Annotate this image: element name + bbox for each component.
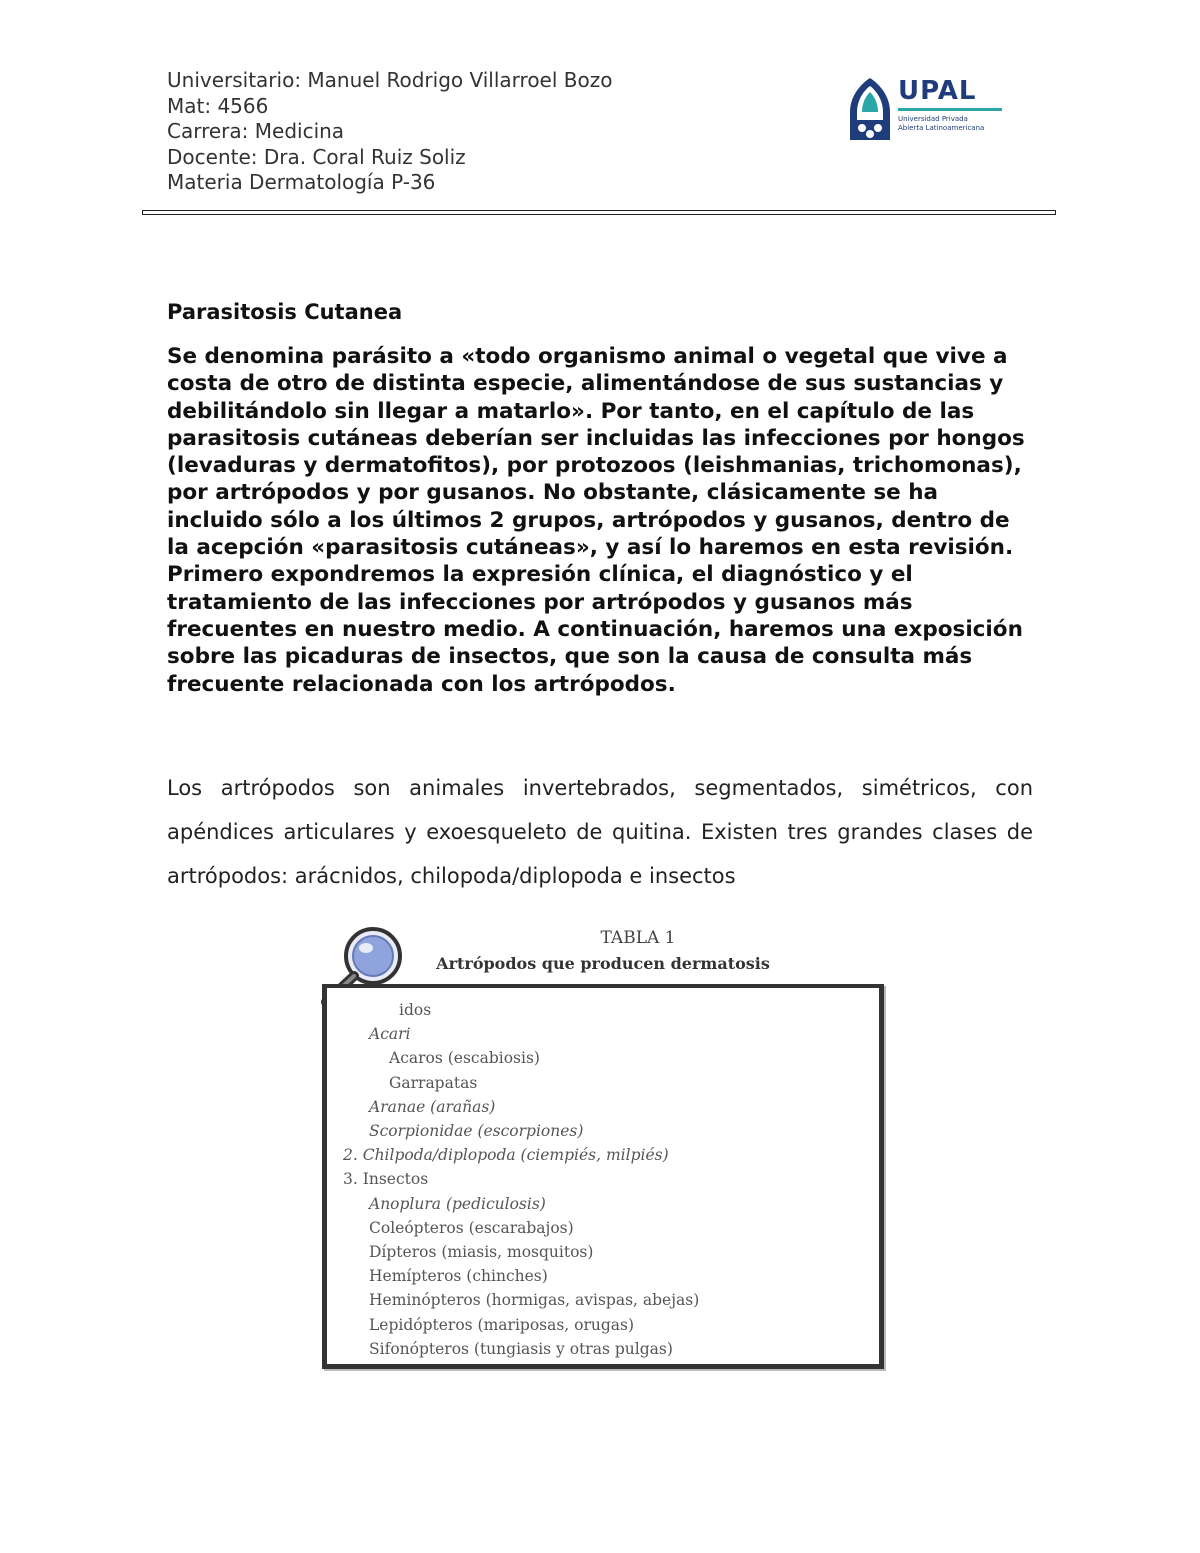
list-item: Acari bbox=[369, 1025, 411, 1044]
intro-paragraph: Se denomina parásito a «todo organismo animal o vegetal que vive a costa de otro de distinta especie, alimentándose de sus sustancias y debilitándolo sin llegar a matarlo». Por tanto, en el capítulo de las parasitosis cutáneas deberían ser incluidas las infecciones por hongos (levaduras y dermatofitos), por protozoos (leishmanias, trichomonas), por artrópodos y por gusanos. No obstante, clásicamente se ha incluido sólo a los últimos 2 grupos, artrópodos y gusanos, dentro de la acepción «parasitosis cutáneas», y así lo haremos en esta revisión. Primero expondremos la expresión clínica, el diagnóstico y el tratamiento de las infecciones por artrópodos y gusanos más frecuentes en nuestro medio. A continuación, haremos una exposición sobre las picaduras de insectos, que son la causa de consulta más frecuente relacionada con los artrópodos. bbox=[167, 344, 1025, 697]
table-figure bbox=[318, 920, 884, 1370]
list-item: Acaros (escabiosis) bbox=[389, 1049, 540, 1068]
upal-emblem-icon bbox=[848, 76, 892, 142]
list-item: 2. Chilpoda/diplopoda (ciempiés, milpiés) bbox=[343, 1146, 669, 1165]
list-item: Coleópteros (escarabajos) bbox=[369, 1218, 574, 1237]
table-box bbox=[322, 984, 884, 1369]
list-item: 3. Insectos bbox=[343, 1170, 429, 1189]
student-name: Universitario: Manuel Rodrigo Villarroel Bozo bbox=[167, 68, 613, 92]
list-item: Heminópteros (hormigas, avispas, abejas) bbox=[369, 1291, 700, 1310]
student-id: Mat: 4566 bbox=[167, 93, 269, 118]
list-item: idos bbox=[399, 1001, 432, 1019]
subject: Materia Dermatología P-36 bbox=[167, 170, 436, 194]
teacher: Docente: Dra. Coral Ruiz Soliz bbox=[167, 144, 466, 169]
table-title: TABLA 1 bbox=[600, 928, 676, 948]
list-item: Sifonópteros (tungiasis y otras pulgas) bbox=[369, 1339, 673, 1358]
list-item: Aranae (arañas) bbox=[369, 1097, 496, 1116]
table-subtitle: Artrópodos que producen dermatosis bbox=[436, 954, 770, 973]
list-item: Anoplura (pediculosis) bbox=[369, 1194, 546, 1213]
list-item: Garrapatas bbox=[389, 1073, 478, 1092]
logo-subtitle: Universidad Privada Abierta Latinoamericana bbox=[898, 115, 985, 132]
list-item: Scorpionidae (escorpiones) bbox=[369, 1122, 584, 1141]
body-paragraph: Los artrópodos son animales invertebrados, segmentados, simétricos, con apéndices articulares y exoesqueleto de quitina. Existen tres grandes clases de artrópodos: arácnidos, chilopoda/diplopoda e insectos bbox=[167, 776, 1033, 888]
student-info bbox=[167, 68, 612, 196]
logo-divider bbox=[898, 108, 1002, 111]
document-title: Parasitosis Cutanea bbox=[167, 300, 403, 324]
list-item: Lepidópteros (mariposas, orugas) bbox=[369, 1315, 635, 1334]
logo-name: UPAL bbox=[898, 76, 977, 106]
upal-logo bbox=[848, 76, 1008, 144]
header-rule bbox=[142, 210, 1056, 215]
list-item: Hemípteros (chinches) bbox=[369, 1267, 548, 1286]
table-list bbox=[343, 998, 699, 1361]
career: Carrera: Medicina bbox=[167, 119, 345, 143]
list-item: Dípteros (miasis, mosquitos) bbox=[369, 1243, 594, 1262]
